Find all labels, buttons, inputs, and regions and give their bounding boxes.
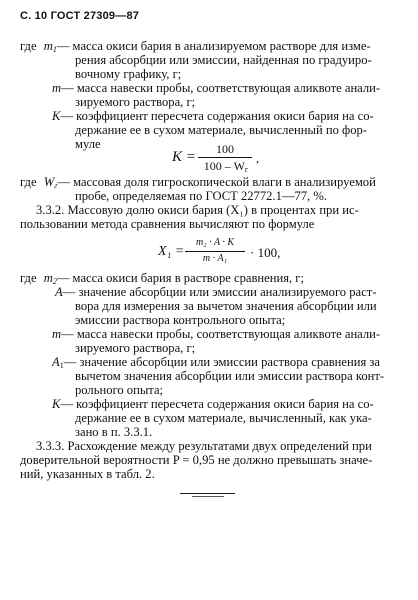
def-K-b-line2: держание ее в сухом материале, вычисленный, как ука- xyxy=(75,411,372,425)
formula-K-numerator: 100 xyxy=(216,142,234,156)
def-m2-line1: где $m_2—$ масса окиси бария в растворе сравнения, г; xyxy=(20,271,304,289)
para-333-line2: доверительной вероятности P = 0,95 не должно превышать значе- xyxy=(20,453,373,467)
def-K-line2: держание ее в сухом материале, вычисленный по фор- xyxy=(75,123,367,137)
end-rule xyxy=(180,493,235,494)
formula-X1-lhs: X₁ = xyxy=(158,244,185,259)
def-W-line1: где $W_г—$ массовая доля гигроскопической влаги в анализируемой xyxy=(20,175,376,193)
def-K-b-line1: K— коэффициент пересчета содержания окиси бария на со- xyxy=(52,397,374,411)
def-m1-line3: вочному графику, г; xyxy=(75,67,182,81)
symbol-m1: $m_1$ xyxy=(43,39,57,54)
def-m1-line2: рения абсорбции или эмиссии, найденная по градуиро- xyxy=(75,53,372,67)
para-332-line2: пользовании метода сравнения вычисляют по формуле xyxy=(20,217,315,231)
formula-X1-denominator: m · A₁ xyxy=(202,253,228,264)
symbol-W: $W_г$ xyxy=(43,175,58,190)
symbol-m2: $m_2$ xyxy=(43,271,57,286)
def-A1-line3: рольного опыта; xyxy=(75,383,164,397)
end-rule-short xyxy=(192,496,224,497)
page-header xyxy=(20,10,139,22)
def-m-b-line2: зируемого раствора, г; xyxy=(75,341,196,355)
def-K-line3: муле xyxy=(75,137,101,151)
def-m1-line1: где $m_1—$ масса окиси бария в анализируемом растворе для изме- xyxy=(20,39,371,57)
fraction-bar xyxy=(185,251,245,252)
def-K-b-line3: зано в п. 3.3.1. xyxy=(75,425,153,439)
para-332-line1: 3.3.2. Массовую долю окиси бария (X₁) в процентах при ис- xyxy=(36,203,359,217)
def-K-line1: K— коэффициент пересчета содержания окиси бария на со- xyxy=(52,109,374,123)
def-A-line1: A— значение абсорбции или эмиссии анализируемого раст- xyxy=(55,285,377,299)
page-number: С. 10 xyxy=(20,10,48,22)
def-m-b-line1: m— масса навески пробы, соответствующая аликвоте анали- xyxy=(52,327,381,341)
document-page: С. 10 ГОСТ 27309—87 где $m_1—$ масса окиси бария в анализируемом растворе для изме- рения абсорбции или эмиссии, найденная по градуиро- вочному графику, г; m— масса навески пробы, соответствующая аликвоте анали- зируемого раствора, г; K— коэффициент пересчета содержания окиси бария на со- держание ее в сухом материале, вычисленный по фор- муле K = 100 $100 - W_г$ , где $W_г—$ массовая доля гигроскопической влаги в анализируемой пробе, определяемая по ГОСТ 22772.1—77, %. 3.3.2. Массовую долю окиси бария (X₁) в процентах при ис- пользовании метода сравнения вычисляют по формуле X₁ = m₂ · A · K m · A₁ · 100, где $m_2—$ масса окиси бария в растворе сравнения, г; A— значение абсорбции или эмиссии анализируемого раст- вора для измерения за вычетом значения абсорбции или эмиссии раствора контрольного опыта; m— масса навески пробы, соответствующая аликвоте анали- зируемого раствора, г; $A_1—$ значение абсорбции или эмиссии раствора сравнения за вычетом значения абсорбции или эмиссии раствора конт- рольного опыта; K— коэффициент пересчета содержания окиси бария на со- держание ее в сухом материале, вычисленный, как ука- зано в п. 3.3.1. 3.3.3. Расхождение между результатами двух определений при доверительной вероятности P = 0,95 не должно превышать значе- ний, указанных в табл. 2. xyxy=(0,0,418,600)
def-m-line1: m— масса навески пробы, соответствующая аликвоте анали- xyxy=(52,81,381,95)
def-A-line3: эмиссии раствора контрольного опыта; xyxy=(75,313,286,327)
def-A-line2: вора для измерения за вычетом значения абсорбции или xyxy=(75,299,377,313)
def-m-line2: зируемого раствора, г; xyxy=(75,95,196,109)
def-A1-line2: вычетом значения абсорбции или эмиссии раствора конт- xyxy=(75,369,385,383)
standard-id: ГОСТ 27309—87 xyxy=(50,10,140,22)
para-333-line3: ний, указанных в табл. 2. xyxy=(20,467,155,481)
fraction-bar xyxy=(198,157,252,158)
def-A1-line1: $A_1—$ значение абсорбции или эмиссии раствора сравнения за xyxy=(52,355,380,370)
def-W-line2: пробе, определяемая по ГОСТ 22772.1—77, %. xyxy=(75,189,327,203)
formula-K-denominator: $100 - W_г$ xyxy=(203,159,249,174)
formula-X1-numerator: m₂ · A · K xyxy=(195,237,235,248)
para-333-line1: 3.3.3. Расхождение между результатами двух определений при xyxy=(36,439,372,453)
formula-K-lhs: K = xyxy=(172,149,196,165)
